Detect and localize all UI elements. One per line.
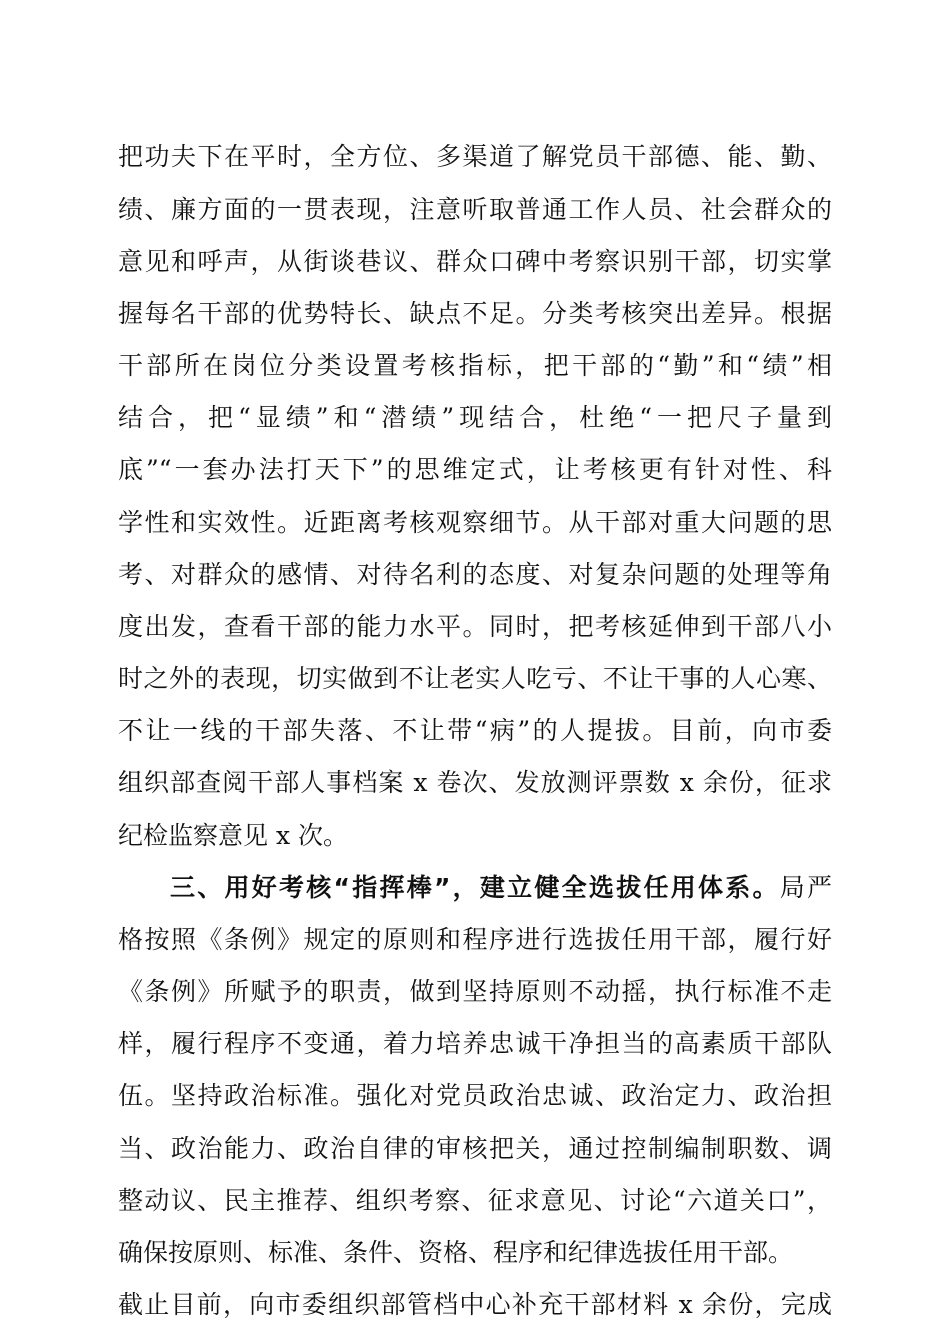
paragraph-line: 时之外的表现，切实做到不让老实人吃亏、不让干事的人心寒、: [118, 664, 832, 693]
paragraph-line: 组织部查阅干部人事档案 x 卷次、发放测评票数 x 余份，征求: [118, 768, 832, 797]
paragraph-line: 确保按原则、标准、条件、资格、程序和纪律选拔任用干部。: [118, 1238, 794, 1267]
paragraph-line: 截止目前，向市委组织部管档中心补充干部材料 x 余份，完成: [118, 1290, 832, 1319]
paragraph-line: 《条例》所赋予的职责，做到坚持原则不动摇，执行标准不走: [118, 977, 832, 1006]
paragraph-line: 绩、廉方面的一贯表现，注意听取普通工作人员、社会群众的: [118, 195, 832, 224]
paragraph-line: 格按照《条例》规定的原则和程序进行选拔任用干部，履行好: [118, 925, 832, 954]
paragraph-line: 握每名干部的优势特长、缺点不足。分类考核突出差异。根据: [118, 299, 832, 328]
paragraph-line: 不让一线的干部失落、不让带“病”的人提拔。目前，向市委: [118, 716, 832, 745]
paragraph-line: 样，履行程序不变通，着力培养忠诚干净担当的高素质干部队: [118, 1029, 832, 1058]
paragraph-line: 把功夫下在平时，全方位、多渠道了解党员干部德、能、勤、: [118, 142, 832, 171]
paragraph-line: 纪检监察意见 x 次。: [118, 821, 348, 850]
paragraph-line: 结合，把“显绩”和“潜绩”现结合，杜绝“一把尺子量到: [118, 403, 832, 432]
paragraph-line: 考、对群众的感情、对待名利的态度、对复杂问题的处理等角: [118, 560, 832, 589]
section-heading-tail: 局严: [779, 873, 832, 902]
paragraph-line: 当、政治能力、政治自律的审核把关，通过控制编制职数、调: [118, 1134, 832, 1163]
paragraph-line: 伍。坚持政治标准。强化对党员政治忠诚、政治定力、政治担: [118, 1081, 832, 1110]
paragraph-line: 学性和实效性。近距离考核观察细节。从干部对重大问题的思: [118, 508, 832, 537]
section-heading: 三、用好考核“指挥棒”，建立健全选拔任用体系。: [170, 873, 780, 902]
paragraph-line: 底”“一套办法打天下”的思维定式，让考核更有针对性、科: [118, 455, 832, 484]
paragraph-line: 整动议、民主推荐、组织考察、征求意见、讨论“六道关口”，: [118, 1186, 832, 1215]
paragraph-line: 度出发，查看干部的能力水平。同时，把考核延伸到干部八小: [118, 612, 832, 641]
section-heading-line: [170, 862, 832, 914]
paragraph-line: 意见和呼声，从街谈巷议、群众口碑中考察识别干部，切实掌: [118, 247, 832, 276]
paragraph-line: 干部所在岗位分类设置考核指标，把干部的“勤”和“绩”相: [118, 351, 832, 380]
